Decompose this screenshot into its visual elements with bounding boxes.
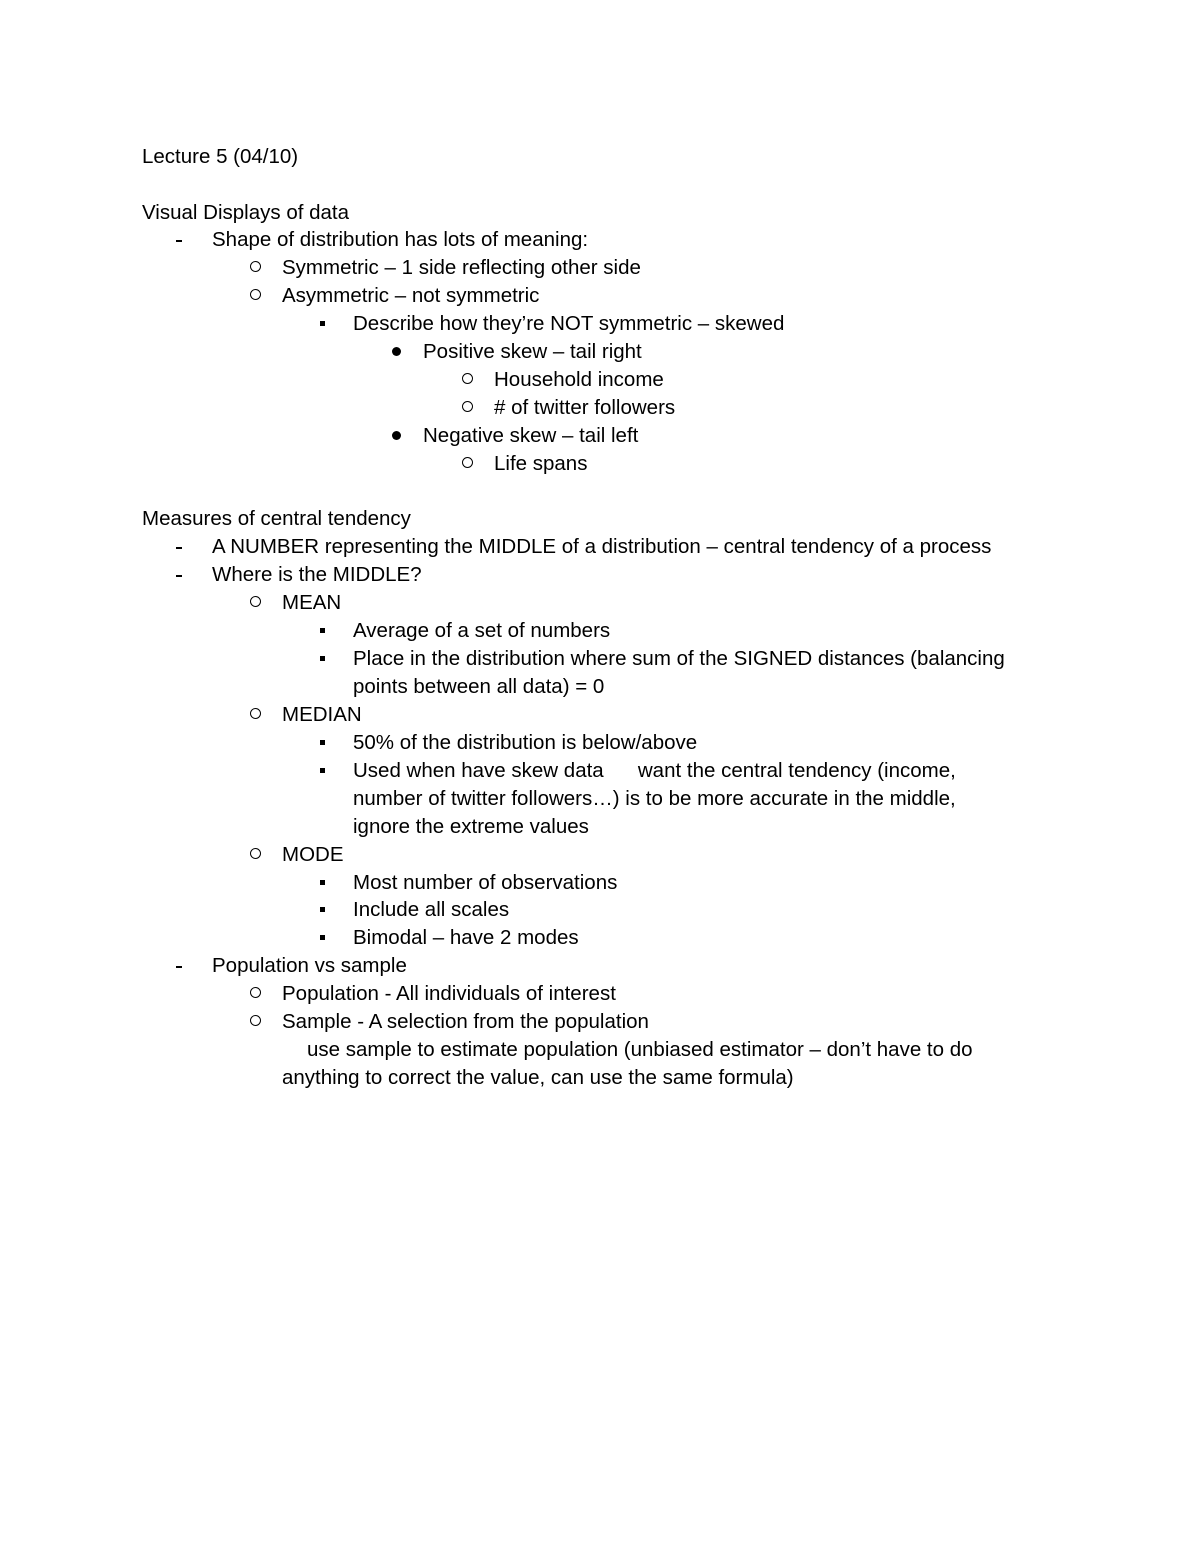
- square-bullet: [312, 617, 332, 645]
- dash-bullet: [169, 952, 189, 980]
- list-item-text: Place in the distribution where sum of the SIGNED distances (balancing: [353, 647, 1005, 670]
- circle-bullet: [245, 1008, 265, 1036]
- square-bullet: [312, 869, 332, 897]
- list-item-text: Positive skew – tail right: [423, 340, 642, 363]
- circle-bullet: [457, 394, 477, 422]
- list-item-text: Include all scales: [353, 898, 510, 921]
- list-item-text: Bimodal – have 2 modes: [353, 926, 579, 949]
- dash-bullet: [169, 226, 189, 254]
- section-heading-central-tendency: Measures of central tendency: [142, 507, 411, 530]
- circle-bullet: [457, 450, 477, 478]
- list-item-text: Population vs sample: [212, 954, 407, 977]
- list-item-text: MEAN: [282, 591, 342, 614]
- section-heading-visual-displays: Visual Displays of data: [142, 201, 350, 224]
- dash-bullet: [169, 561, 189, 589]
- circle-bullet: [245, 589, 265, 617]
- square-bullet: [312, 757, 332, 785]
- list-item-text: Describe how they’re NOT symmetric – skewed: [353, 312, 785, 335]
- list-item-text: Shape of distribution has lots of meaning:: [212, 228, 589, 251]
- square-bullet: [312, 310, 332, 338]
- list-item-text: Used when have skew data want the central tendency (income,: [353, 759, 956, 782]
- dash-bullet: [169, 533, 189, 561]
- circle-bullet: [245, 254, 265, 282]
- list-item-text: # of twitter followers: [494, 396, 676, 419]
- list-item-text: ignore the extreme values: [353, 815, 589, 838]
- square-bullet: [312, 645, 332, 673]
- disc-bullet: [386, 338, 406, 366]
- list-item-text: number of twitter followers…) is to be more accurate in the middle,: [353, 787, 956, 810]
- list-item-text: Life spans: [494, 452, 588, 475]
- circle-bullet: [245, 701, 265, 729]
- list-item-text: Most number of observations: [353, 871, 618, 894]
- square-bullet: [312, 896, 332, 924]
- list-item-text: Household income: [494, 368, 664, 391]
- disc-bullet: [386, 422, 406, 450]
- circle-bullet: [457, 366, 477, 394]
- circle-bullet: [245, 980, 265, 1008]
- list-item-text: Sample - A selection from the population: [282, 1010, 649, 1033]
- square-bullet: [312, 924, 332, 952]
- lecture-title: Lecture 5 (04/10): [142, 145, 299, 168]
- list-item-text: Symmetric – 1 side reflecting other side: [282, 256, 641, 279]
- list-item-text: use sample to estimate population (unbiased estimator – don’t have to do: [307, 1038, 973, 1061]
- list-item-text: Where is the MIDDLE?: [212, 563, 422, 586]
- list-item-text: 50% of the distribution is below/above: [353, 731, 698, 754]
- circle-bullet: [245, 841, 265, 869]
- list-item-text: MEDIAN: [282, 703, 362, 726]
- list-item-text: Asymmetric – not symmetric: [282, 284, 540, 307]
- list-item-text: anything to correct the value, can use the same formula): [282, 1066, 794, 1089]
- list-item-text: MODE: [282, 843, 344, 866]
- list-item-text: Average of a set of numbers: [353, 619, 611, 642]
- circle-bullet: [245, 282, 265, 310]
- list-item-text: Population - All individuals of interest: [282, 982, 616, 1005]
- list-item-text: points between all data) = 0: [353, 675, 605, 698]
- square-bullet: [312, 729, 332, 757]
- list-item-text: Negative skew – tail left: [423, 424, 639, 447]
- list-item-text: A NUMBER representing the MIDDLE of a distribution – central tendency of a process: [212, 535, 992, 558]
